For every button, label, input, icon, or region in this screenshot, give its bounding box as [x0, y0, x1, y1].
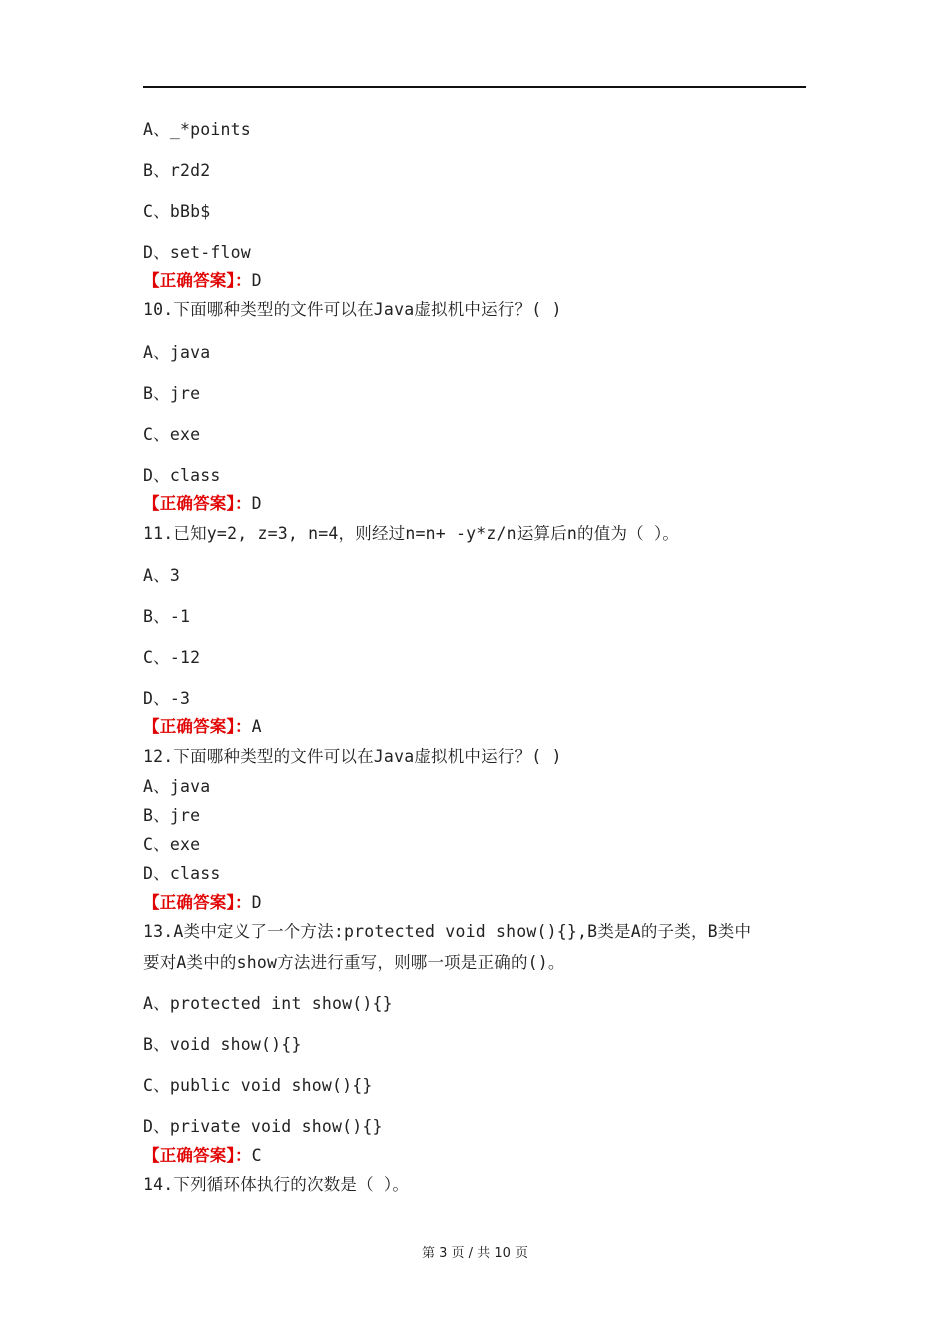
answer-label: 【正确答案】：: [143, 494, 252, 513]
q9-option-d: D、set-flow: [143, 243, 251, 262]
q10-answer: [143, 493, 262, 515]
header-rule: [143, 86, 806, 88]
answer-label: 【正确答案】：: [143, 717, 252, 736]
answer-label: 【正确答案】：: [143, 271, 252, 290]
q10-option-b: B、jre: [143, 384, 201, 403]
q9-option-a: A、_*points: [143, 120, 251, 139]
q11-answer: [143, 716, 262, 738]
q13-option-c: C、public void show(){}: [143, 1076, 373, 1095]
page-footer: 第 3 页 / 共 10 页: [422, 1246, 528, 1261]
q12-option-b: B、jre: [143, 806, 201, 825]
q9-answer: [143, 270, 262, 292]
q11-option-b: B、-1: [143, 607, 191, 626]
q9-option-b: B、r2d2: [143, 161, 211, 180]
q9-option-c: C、bBb$: [143, 202, 211, 221]
q12-option-d: D、class: [143, 864, 221, 883]
q13-option-a: A、protected int show(){}: [143, 994, 393, 1013]
answer-value: D: [251, 494, 262, 513]
q11-question: 11.已知y=2, z=3, n=4，则经过n=n+ -y*z/n运算后n的值为（ ）。: [143, 524, 680, 543]
q10-question: 10.下面哪种类型的文件可以在Java虚拟机中运行？( ): [143, 300, 562, 319]
q14-question: 14.下列循环体执行的次数是（ ）。: [143, 1175, 410, 1194]
q11-option-a: A、3: [143, 566, 180, 585]
q10-option-a: A、java: [143, 343, 211, 362]
q13-option-b: B、void show(){}: [143, 1035, 302, 1054]
answer-label: 【正确答案】：: [143, 893, 252, 912]
q10-option-d: D、class: [143, 466, 221, 485]
q11-option-c: C、-12: [143, 648, 201, 667]
q12-question: 12.下面哪种类型的文件可以在Java虚拟机中运行？( ): [143, 747, 562, 766]
answer-value: C: [251, 1146, 262, 1165]
q13-option-d: D、private void show(){}: [143, 1117, 383, 1136]
answer-value: D: [251, 271, 262, 290]
q12-answer: [143, 892, 262, 914]
q12-option-c: C、exe: [143, 835, 201, 854]
answer-label: 【正确答案】：: [143, 1146, 252, 1165]
q13-question-line2: 要对A类中的show方法进行重写，则哪一项是正确的()。: [143, 953, 565, 972]
q10-option-c: C、exe: [143, 425, 201, 444]
q12-option-a: A、java: [143, 777, 211, 796]
answer-value: D: [251, 893, 262, 912]
q13-answer: [143, 1145, 262, 1167]
q13-question-line1: 13.A类中定义了一个方法:protected void show(){},B类是A的子类，B类中: [143, 922, 752, 941]
q11-option-d: D、-3: [143, 689, 191, 708]
answer-value: A: [251, 717, 262, 736]
